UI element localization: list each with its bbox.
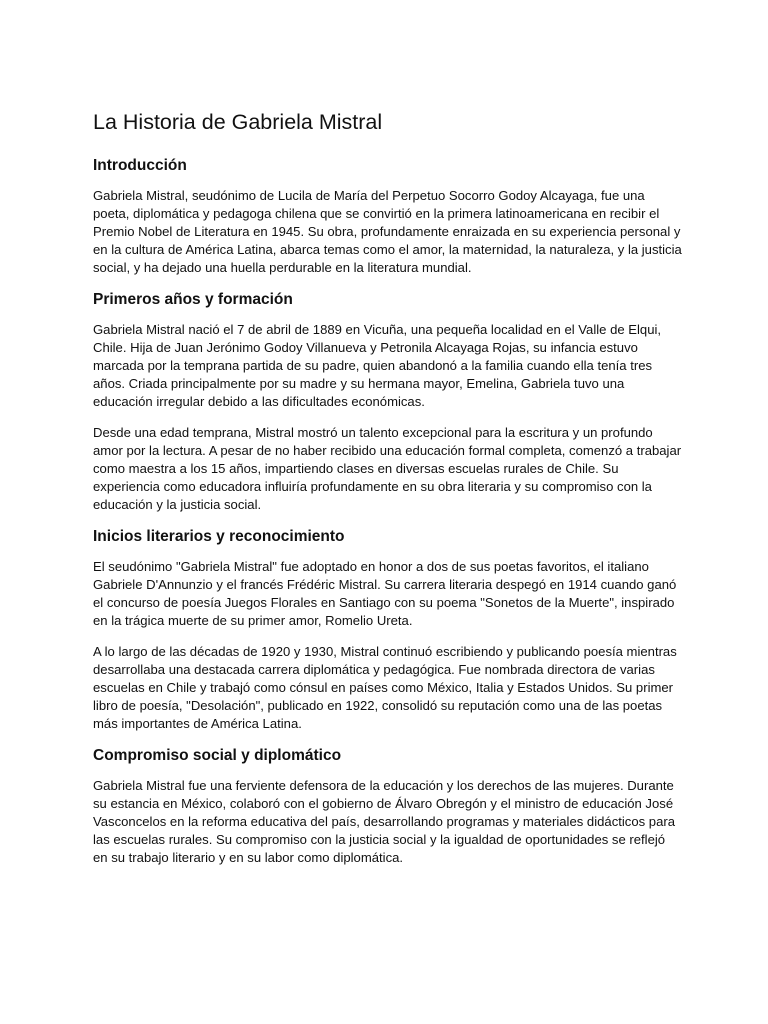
document-title: La Historia de Gabriela Mistral	[93, 110, 383, 134]
section-heading: Introducción	[93, 157, 187, 174]
paragraph: Gabriela Mistral nació el 7 de abril de 1889 en Vicuña, una pequeña localidad en el Valle de Elqui, Chile. Hija de Juan Jerónimo Godoy Villanueva y Petronila Alcayaga Rojas, su infancia estuvo marcada por la temprana partida de su padre, quien abandonó a la familia cuando ella tenía tres años. Criada principalmente por su madre y su hermana mayor, Emelina, Gabriela tuvo una educación irregular debido a las dificultades económicas.	[93, 322, 662, 409]
section-heading: Inicios literarios y reconocimiento	[93, 528, 345, 545]
section-inicios-literarios	[93, 527, 683, 733]
paragraph: A lo largo de las décadas de 1920 y 1930, Mistral continuó escribiendo y publicando poesía mientras desarrollaba una destacada carrera diplomática y pedagógica. Fue nombrada directora de varias escuelas en Chile y trabajó como cónsul en países como México, Italia y Estados Unidos. Su primer libro de poesía, "Desolación", publicado en 1922, consolidó su reputación como una de las poetas más importantes de América Latina.	[93, 644, 677, 731]
section-primeros-anos	[93, 290, 683, 514]
section-heading: Primeros años y formación	[93, 291, 293, 308]
paragraph: Gabriela Mistral, seudónimo de Lucila de María del Perpetuo Socorro Godoy Alcayaga, fue una poeta, diplomática y pedagoga chilena que se convirtió en la primera latinoamericana en recibir el Premio Nobel de Literatura en 1945. Su obra, profundamente enraizada en su experiencia personal y en la cultura de América Latina, abarca temas como el amor, la maternidad, la naturaleza, y la justicia social, y ha dejado una huella perdurable en la literatura mundial.	[93, 188, 682, 275]
section-heading: Compromiso social y diplomático	[93, 747, 342, 764]
document-page	[93, 108, 683, 880]
section-introduccion	[93, 156, 683, 277]
section-compromiso-social	[93, 746, 683, 867]
paragraph: Desde una edad temprana, Mistral mostró un talento excepcional para la escritura y un profundo amor por la lectura. A pesar de no haber recibido una educación formal completa, comenzó a trabajar como maestra a los 15 años, impartiendo clases en diversas escuelas rurales de Chile. Su experiencia como educadora influiría profundamente en su obra literaria y su compromiso con la educación y la justicia social.	[93, 425, 682, 512]
paragraph: Gabriela Mistral fue una ferviente defensora de la educación y los derechos de las mujeres. Durante su estancia en México, colaboró con el gobierno de Álvaro Obregón y el ministro de educación José Vasconcelos en la reforma educativa del país, desarrollando programas y materiales didácticos para las escuelas rurales. Su compromiso con la justicia social y la igualdad de oportunidades se reflejó en su trabajo literario y en su labor como diplomática.	[93, 778, 676, 865]
paragraph: El seudónimo "Gabriela Mistral" fue adoptado en honor a dos de sus poetas favoritos, el italiano Gabriele D'Annunzio y el francés Frédéric Mistral. Su carrera literaria despegó en 1914 cuando ganó el concurso de poesía Juegos Florales en Santiago con su poema "Sonetos de la Muerte", inspirado en la trágica muerte de su primer amor, Romelio Ureta.	[93, 559, 677, 628]
